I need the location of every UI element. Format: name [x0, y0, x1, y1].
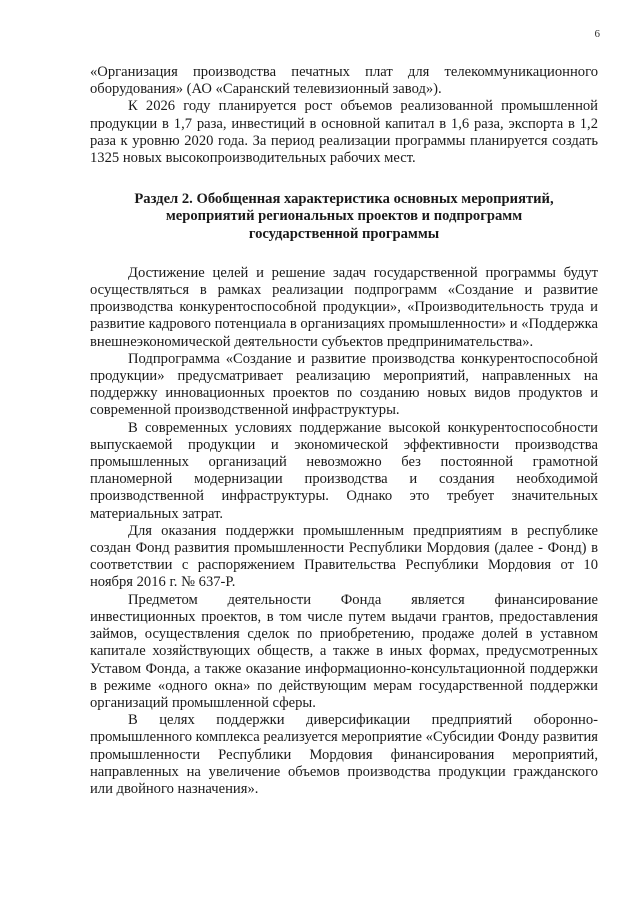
section-heading-line-3: государственной программы — [248, 225, 440, 242]
intro-paragraph-1: «Организация производства печатных плат для телекоммуникационного оборудования» (АО «Саранский телевизионный завод»). — [90, 64, 598, 98]
body-paragraph-3: В современных условиях поддержание высокой конкурентоспособности выпускаемой продукции и экономической эффективности производства промышленных организаций невозможно без постоянной грамотной планомерной модернизации производства и создания необходимой производственной инфраструктуры. Однако это требует значительных материальных затрат. — [90, 419, 598, 522]
body-paragraph-4: Для оказания поддержки промышленным предприятиям в республике создан Фонд развития промышленности Республики Мордовия (далее - Фонд) в соответствии с распоряжением Правительства Республики Мордовия от 10 ноября 2016 г. № 637-Р. — [90, 522, 598, 591]
document-body — [90, 64, 598, 798]
intro-paragraph-2: К 2026 году планируется рост объемов реализованной промышленной продукции в 1,7 раза, инвестиций в основной капитал в 1,6 раза, экспорта в 1,2 раза к уровню 2020 года. За период реализации программы планируется создать 1325 новых высокопроизводительных рабочих мест. — [90, 98, 598, 167]
section-heading-line-2: мероприятий региональных проектов и подпрограмм — [165, 208, 523, 225]
body-paragraph-1: Достижение целей и решение задач государственной программы будут осуществляться в рамках реализации подпрограмм «Создание и развитие производства конкурентоспособной продукции», «Производительность труда и развитие кадрового потенциала в организациях промышленности» и «Поддержка внешнеэкономической деятельности субъектов предпринимательства». — [90, 264, 598, 350]
page-number: 6 — [594, 28, 600, 40]
body-paragraph-5: Предметом деятельности Фонда является финансирование инвестиционных проектов, в том числе путем выдачи грантов, предоставления займов, осуществления сделок по приобретению, продаже долей в уставном капитале хозяйствующих обществ, а также в иных формах, предусмотренных Уставом Фонда, а также оказание информационно-консультационной поддержки в режиме «одного окна» по действующим мерам государственной поддержки организаций промышленной сферы. — [90, 591, 598, 711]
section-heading-line-1: Раздел 2. Обобщенная характеристика основных мероприятий, — [134, 191, 554, 208]
body-paragraph-2: Подпрограмма «Создание и развитие производства конкурентоспособной продукции» предусматривает реализацию мероприятий, направленных на поддержку инновационных проектов по созданию новых видов продуктов и современной производственной инфраструктуры. — [90, 350, 598, 419]
body-paragraph-6: В целях поддержки диверсификации предприятий оборонно-промышленного комплекса реализуется мероприятие «Субсидии Фонду развития промышленности Республики Мордовия финансирования мероприятий, направленных на увеличение объемов производства продукции гражданского или двойного назначения». — [90, 712, 598, 797]
section-heading — [90, 191, 598, 243]
